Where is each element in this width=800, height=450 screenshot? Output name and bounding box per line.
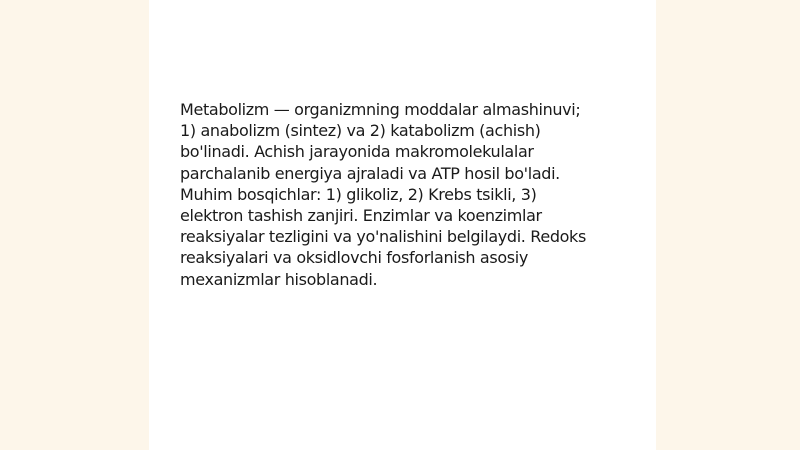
body-paragraph [180, 99, 625, 290]
paragraph-line: bo'linadi. Achish jarayonida makromolekulalar [180, 142, 534, 162]
paragraph-line: reaksiyalari va oksidlovchi fosforlanish asosiy [180, 248, 528, 268]
paragraph-line: reaksiyalar tezligini va yo'nalishini belgilaydi. Redoks [180, 227, 586, 247]
paragraph-line: parchalanib energiya ajraladi va ATP hosil bo'ladi. [180, 163, 560, 183]
paragraph-line: Muhim bosqichlar: 1) glikoliz, 2) Krebs tsikli, 3) [180, 184, 537, 204]
paragraph-line: mexanizmlar hisoblanadi. [180, 269, 378, 289]
paragraph-line: 1) anabolizm (sintez) va 2) katabolizm (achish) [180, 121, 541, 141]
paragraph-line: Metabolizm — organizmning moddalar almashinuvi; [180, 100, 581, 119]
document-page [149, 0, 656, 450]
paragraph-line: elektron tashish zanjiri. Enzimlar va koenzimlar [180, 206, 542, 226]
